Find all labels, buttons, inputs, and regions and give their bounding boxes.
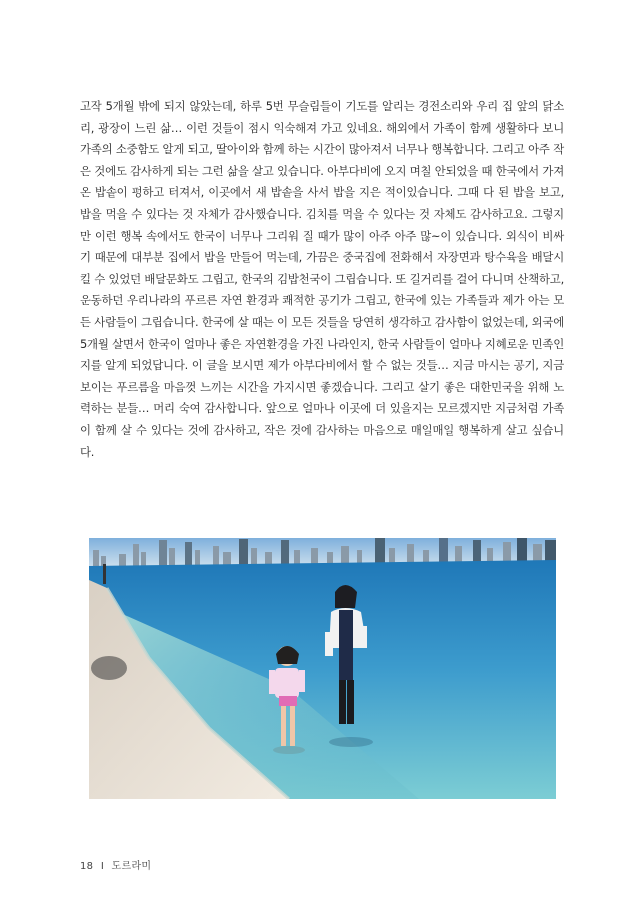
publication-name: 도르라미 xyxy=(111,861,152,872)
article-paragraph xyxy=(80,96,564,463)
page-number: 18 xyxy=(80,861,94,872)
page-footer xyxy=(80,857,151,872)
footer-separator: I xyxy=(100,861,105,872)
beach-photo xyxy=(89,538,556,799)
article-text: 고작 5개월 밖에 되지 않았는데, 하루 5번 무슬림들이 기도를 알리는 경전소리와 우리 집 앞의 닭소리, 광장이 느린 삶… 이런 것들이 점시 익숙해져 가고 있네요. 해외에서 가족이 함께 생활하다 보니 가족의 소중함도 알게 되고, 딸아이와 함께 하는 시간이 많아져서 너무나 행복합니다. 그리고 아주 작은 것에도 감사하게 되는 그런 삶을 살고 있습니다. 아부다비에 오지 며칠 안되었을 때 한국에서 가져온 밥솥이 펑하고 터져서, 이곳에서 새 밥솥을 사서 밥을 지은 적이있습니다. 그때 다 된 밥을 보고, 밥을 먹을 수 있다는 것 자체가 감사했습니다. 김치를 먹을 수 있다는 것 자체도 감사하고요. 그렇지만 이런 행복 속에서도 한국이 너무나 그리워 질 때가 많이 아주 아주 많~이 있습니다. 외식이 비싸기 때문에 대부분 집에서 밥을 만들어 먹는데, 가끔은 중국집에 전화해서 자장면과 탕수육을 배달시킬 수 있었던 배달문화도 그립고, 한국의 김밥천국이 그립습니다. 또 길거리를 걸어 다니며 산책하고, 운동하던 우리나라의 푸르른 자연 환경과 쾌적한 공기가 그립고, 한국에 있는 가족들과 제가 아는 모든 사람들이 그립습니다. 한국에 살 때는 이 모든 것들을 당연히 생각하고 감사함이 없었는데, 외국에 5개월 살면서 한국이 얼마나 좋은 자연환경을 가진 나라인지, 한국 사람들이 얼마나 지혜로운 민족인지를 알게 되었답니다. 이 글을 보시면 제가 아부다비에서 할 수 없는 것들… 지금 마시는 공기, 지금 보이는 푸르름을 마음껏 느끼는 시간을 가지시면 좋겠습니다. 그리고 살기 좋은 대한민국을 위해 노력하는 분들… 머리 숙여 감사합니다. 앞으로 얼마나 이곳에 더 있을지는 모르겠지만 지금처럼 가족이 함께 살 수 있다는 것에 감사하고, 작은 것에 감사하는 마음으로 매일매일 행복하게 살고 싶습니다. xyxy=(80,99,564,459)
